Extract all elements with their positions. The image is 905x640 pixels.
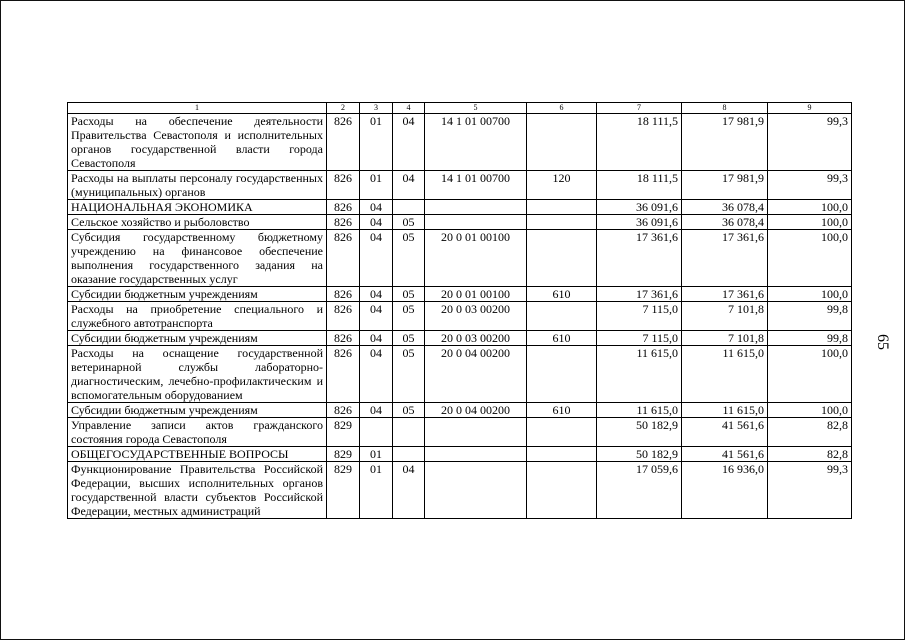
row-target-article: 20 0 04 00200 <box>425 403 527 418</box>
row-section: 04 <box>360 346 393 403</box>
row-percent: 100,0 <box>768 346 852 403</box>
row-percent: 99,8 <box>768 302 852 331</box>
row-amount-executed: 11 615,0 <box>682 403 768 418</box>
row-admin-code: 826 <box>327 230 360 287</box>
row-admin-code: 826 <box>327 403 360 418</box>
row-subsection: 05 <box>393 230 425 287</box>
row-name: Расходы на оснащение государственной ветеринарной службы лабораторно-диагностическим, лечебно-профилактическим и вспомогательным оборудованием <box>68 346 327 403</box>
row-admin-code: 829 <box>327 447 360 462</box>
row-subsection <box>393 447 425 462</box>
row-amount-planned: 18 111,5 <box>597 114 682 171</box>
row-target-article: 20 0 03 00200 <box>425 302 527 331</box>
row-expense-type <box>527 418 597 447</box>
row-target-article: 20 0 04 00200 <box>425 346 527 403</box>
table-row <box>68 215 852 230</box>
row-name: Функционирование Правительства Российской Федерации, высших исполнительных органов государственной власти субъектов Российской Федерации, местных администраций <box>68 462 327 519</box>
row-target-article: 20 0 03 00200 <box>425 331 527 346</box>
row-percent: 82,8 <box>768 418 852 447</box>
row-percent: 100,0 <box>768 403 852 418</box>
row-percent: 82,8 <box>768 447 852 462</box>
table-row <box>68 462 852 519</box>
row-section: 04 <box>360 331 393 346</box>
row-section: 04 <box>360 200 393 215</box>
row-subsection: 04 <box>393 114 425 171</box>
row-amount-planned: 18 111,5 <box>597 171 682 200</box>
row-amount-executed: 41 561,6 <box>682 447 768 462</box>
header-cell-9: 9 <box>768 103 852 114</box>
row-percent: 100,0 <box>768 200 852 215</box>
row-section: 01 <box>360 447 393 462</box>
row-admin-code: 826 <box>327 200 360 215</box>
row-expense-type <box>527 215 597 230</box>
row-admin-code: 826 <box>327 302 360 331</box>
table-row <box>68 287 852 302</box>
row-percent: 99,8 <box>768 331 852 346</box>
row-amount-planned: 50 182,9 <box>597 418 682 447</box>
row-amount-planned: 7 115,0 <box>597 302 682 331</box>
header-cell-7: 7 <box>597 103 682 114</box>
row-section: 04 <box>360 302 393 331</box>
row-percent: 100,0 <box>768 230 852 287</box>
table-row <box>68 418 852 447</box>
row-section: 01 <box>360 462 393 519</box>
row-subsection: 04 <box>393 462 425 519</box>
row-name: Расходы на выплаты персоналу государственных (муниципальных) органов <box>68 171 327 200</box>
row-subsection: 05 <box>393 302 425 331</box>
row-subsection: 05 <box>393 287 425 302</box>
row-name: Субсидии бюджетным учреждениям <box>68 287 327 302</box>
row-amount-executed: 7 101,8 <box>682 331 768 346</box>
row-subsection <box>393 418 425 447</box>
row-subsection: 05 <box>393 346 425 403</box>
row-admin-code: 826 <box>327 114 360 171</box>
row-target-article <box>425 447 527 462</box>
row-name: Субсидии бюджетным учреждениям <box>68 331 327 346</box>
row-section: 01 <box>360 114 393 171</box>
row-amount-executed: 17 981,9 <box>682 171 768 200</box>
row-name: Управление записи актов гражданского состояния города Севастополя <box>68 418 327 447</box>
row-admin-code: 829 <box>327 418 360 447</box>
row-amount-executed: 7 101,8 <box>682 302 768 331</box>
row-amount-planned: 36 091,6 <box>597 200 682 215</box>
row-name: Расходы на приобретение специального и служебного автотранспорта <box>68 302 327 331</box>
row-name: Расходы на обеспечение деятельности Правительства Севастополя и исполнительных органов государственной власти города Севастополя <box>68 114 327 171</box>
row-expense-type <box>527 346 597 403</box>
row-admin-code: 826 <box>327 215 360 230</box>
row-target-article: 14 1 01 00700 <box>425 114 527 171</box>
page-number: 65 <box>874 334 891 350</box>
row-target-article <box>425 418 527 447</box>
row-section: 04 <box>360 403 393 418</box>
row-amount-executed: 41 561,6 <box>682 418 768 447</box>
row-admin-code: 826 <box>327 331 360 346</box>
row-section <box>360 418 393 447</box>
row-expense-type: 610 <box>527 331 597 346</box>
row-subsection: 05 <box>393 215 425 230</box>
row-expense-type <box>527 447 597 462</box>
row-amount-planned: 17 059,6 <box>597 462 682 519</box>
row-amount-planned: 36 091,6 <box>597 215 682 230</box>
row-target-article <box>425 200 527 215</box>
header-cell-2: 2 <box>327 103 360 114</box>
row-amount-executed: 17 361,6 <box>682 287 768 302</box>
table-row <box>68 114 852 171</box>
row-expense-type: 610 <box>527 287 597 302</box>
row-subsection <box>393 200 425 215</box>
header-cell-3: 3 <box>360 103 393 114</box>
row-subsection: 05 <box>393 403 425 418</box>
row-section: 01 <box>360 171 393 200</box>
header-cell-8: 8 <box>682 103 768 114</box>
row-admin-code: 826 <box>327 287 360 302</box>
row-section: 04 <box>360 230 393 287</box>
budget-table <box>67 102 852 519</box>
row-percent: 99,3 <box>768 462 852 519</box>
row-subsection: 05 <box>393 331 425 346</box>
row-expense-type <box>527 302 597 331</box>
header-cell-6: 6 <box>527 103 597 114</box>
row-section: 04 <box>360 215 393 230</box>
table-row <box>68 403 852 418</box>
row-percent: 100,0 <box>768 215 852 230</box>
row-section: 04 <box>360 287 393 302</box>
header-cell-4: 4 <box>393 103 425 114</box>
row-target-article <box>425 462 527 519</box>
row-subsection: 04 <box>393 171 425 200</box>
header-cell-1: 1 <box>68 103 327 114</box>
row-target-article <box>425 215 527 230</box>
row-expense-type <box>527 200 597 215</box>
row-percent: 99,3 <box>768 114 852 171</box>
row-admin-code: 826 <box>327 171 360 200</box>
row-admin-code: 829 <box>327 462 360 519</box>
row-amount-executed: 36 078,4 <box>682 200 768 215</box>
row-percent: 99,3 <box>768 171 852 200</box>
row-name: Сельское хозяйство и рыболовство <box>68 215 327 230</box>
table-row <box>68 346 852 403</box>
row-amount-planned: 7 115,0 <box>597 331 682 346</box>
table-row <box>68 200 852 215</box>
row-target-article: 20 0 01 00100 <box>425 287 527 302</box>
row-expense-type <box>527 462 597 519</box>
header-row <box>68 103 852 114</box>
row-amount-executed: 11 615,0 <box>682 346 768 403</box>
table-row <box>68 230 852 287</box>
row-admin-code: 826 <box>327 346 360 403</box>
row-name: Субсидии бюджетным учреждениям <box>68 403 327 418</box>
row-name: ОБЩЕГОСУДАРСТВЕННЫЕ ВОПРОСЫ <box>68 447 327 462</box>
row-target-article: 14 1 01 00700 <box>425 171 527 200</box>
row-expense-type: 610 <box>527 403 597 418</box>
row-amount-planned: 11 615,0 <box>597 403 682 418</box>
row-name: Субсидия государственному бюджетному учреждению на финансовое обеспечение выполнения государственного задания на оказание государственных услуг <box>68 230 327 287</box>
row-expense-type: 120 <box>527 171 597 200</box>
row-amount-planned: 17 361,6 <box>597 287 682 302</box>
table-row <box>68 302 852 331</box>
row-target-article: 20 0 01 00100 <box>425 230 527 287</box>
table-row <box>68 447 852 462</box>
header-cell-5: 5 <box>425 103 527 114</box>
row-expense-type <box>527 114 597 171</box>
row-amount-planned: 17 361,6 <box>597 230 682 287</box>
table-row <box>68 331 852 346</box>
row-amount-executed: 36 078,4 <box>682 215 768 230</box>
table-row <box>68 171 852 200</box>
row-amount-planned: 50 182,9 <box>597 447 682 462</box>
row-amount-executed: 16 936,0 <box>682 462 768 519</box>
row-expense-type <box>527 230 597 287</box>
row-amount-executed: 17 981,9 <box>682 114 768 171</box>
row-name: НАЦИОНАЛЬНАЯ ЭКОНОМИКА <box>68 200 327 215</box>
row-amount-executed: 17 361,6 <box>682 230 768 287</box>
row-amount-planned: 11 615,0 <box>597 346 682 403</box>
row-percent: 100,0 <box>768 287 852 302</box>
